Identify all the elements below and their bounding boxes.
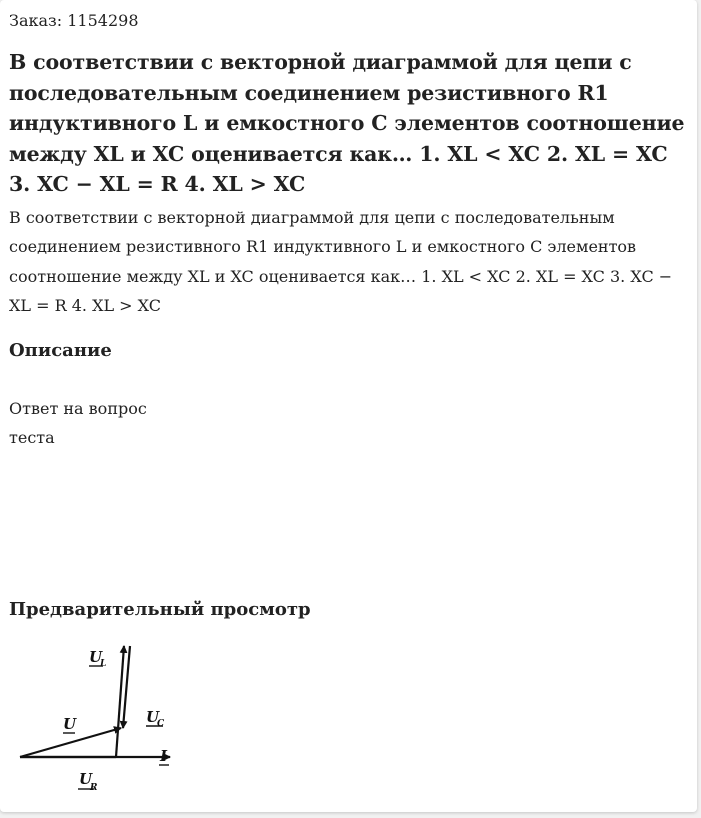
- description-text: Ответ на вопрос теста: [9, 398, 147, 447]
- svg-text:I: I: [160, 747, 168, 765]
- svg-text:U: U: [79, 770, 93, 788]
- vector-diagram-image: [12, 640, 202, 800]
- svg-text:U: U: [146, 708, 160, 726]
- ul-vector: [116, 646, 124, 757]
- svg-text:C: C: [157, 719, 165, 729]
- description-heading: Описание: [9, 339, 112, 361]
- label-ul: [89, 648, 106, 669]
- label-uc: [146, 708, 165, 729]
- label-ur: [78, 770, 98, 793]
- svg-text:U: U: [63, 715, 77, 733]
- svg-text:L: L: [100, 659, 107, 669]
- label-u: [63, 715, 77, 733]
- question-body: В соответствии с векторной диаграммой для цепи с последовательным соединением резистивного R1 индуктивного L и емкостного С элементов соотношение между XL и XC оценивается как… 1. XL < XC 2. XL = XC 3. XC − XL = R 4. XL > XC: [9, 207, 673, 315]
- svg-text:U: U: [89, 648, 103, 666]
- question-title: В соответствии с векторной диаграммой для цепи с последовательным соединением резистивного R1 индуктивного L и емкостного С элементов соотношение между XL и XC оценивается как… 1. XL < XC 2. XL = XC 3. XC − XL = R 4. XL > XC: [9, 50, 685, 196]
- preview-heading: Предварительный просмотр: [9, 598, 311, 620]
- svg-text:R: R: [90, 783, 98, 793]
- order-number: Заказ: 1154298: [9, 11, 139, 30]
